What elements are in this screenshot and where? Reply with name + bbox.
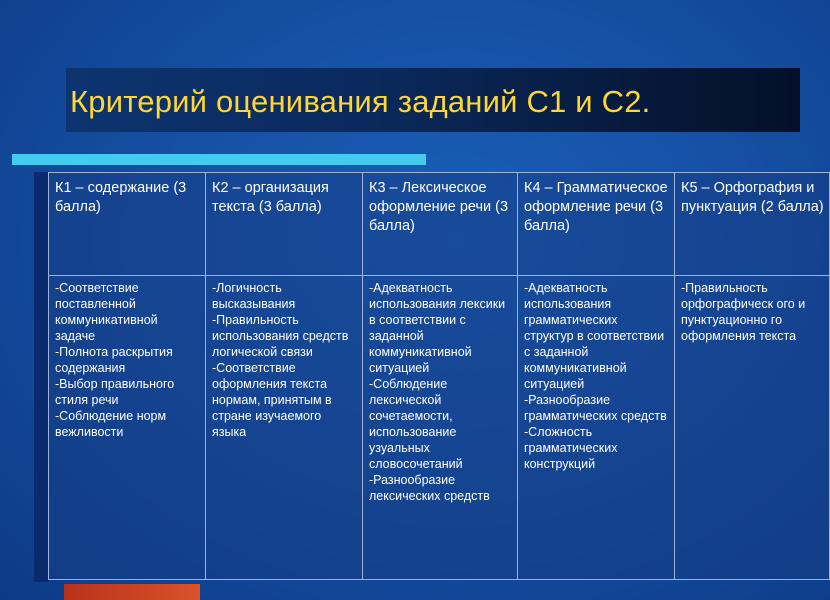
list-item: -Выбор правильного стиля речи — [55, 377, 175, 407]
bottom-decor-bar — [64, 584, 200, 600]
header-k4: К4 – Грамматическое оформление речи (3 балла) — [518, 173, 675, 276]
list-item: -Соблюдение норм вежливости — [55, 409, 167, 439]
table-body-row — [49, 276, 830, 580]
slide-title: Критерий оценивания заданий С1 и С2. — [70, 84, 651, 119]
list-item: -Адекватность использования грамматических структур в соответствии с заданной коммуникативной ситуацией — [524, 281, 665, 391]
table-header-row — [49, 173, 830, 276]
list-item: -Полнота раскрытия содержания — [55, 345, 173, 375]
cell-k5 — [675, 276, 830, 580]
list-item: -Адекватность использования лексики в соответствии с заданной коммуникативной ситуацией — [369, 281, 506, 375]
accent-bar — [12, 154, 426, 165]
cell-k1 — [49, 276, 206, 580]
list-item: -Правильность орфографическ ого и пунктуационно го оформления текста — [681, 281, 806, 343]
list-item: -Логичность высказывания — [212, 281, 296, 311]
left-decor-strip — [34, 172, 49, 582]
list-item: -Соблюдение лексической сочетаемости, использование узуальных словосочетаний — [369, 377, 463, 471]
header-k2: К2 – организация текста (3 балла) — [206, 173, 363, 276]
list-item: -Разнообразие грамматических средств — [524, 393, 667, 423]
header-k3: К3 – Лексическое оформление речи (3 балла) — [363, 173, 518, 276]
list-item: -Правильность использования средств логической связи — [212, 313, 349, 359]
list-item: -Разнообразие лексических средств — [369, 473, 490, 503]
list-item: -Сложность грамматических конструкций — [524, 425, 618, 471]
criteria-table — [48, 172, 830, 580]
header-k1: К1 – содержание (3 балла) — [49, 173, 206, 276]
cell-k3 — [363, 276, 518, 580]
cell-k2 — [206, 276, 363, 580]
list-item: -Соответствие поставленной коммуникативной задаче — [55, 281, 158, 343]
cell-k4 — [518, 276, 675, 580]
list-item: -Соответствие оформления текста нормам, принятым в стране изучаемого языка — [212, 361, 332, 439]
header-k5: К5 – Орфография и пунктуация (2 балла) — [675, 173, 830, 276]
